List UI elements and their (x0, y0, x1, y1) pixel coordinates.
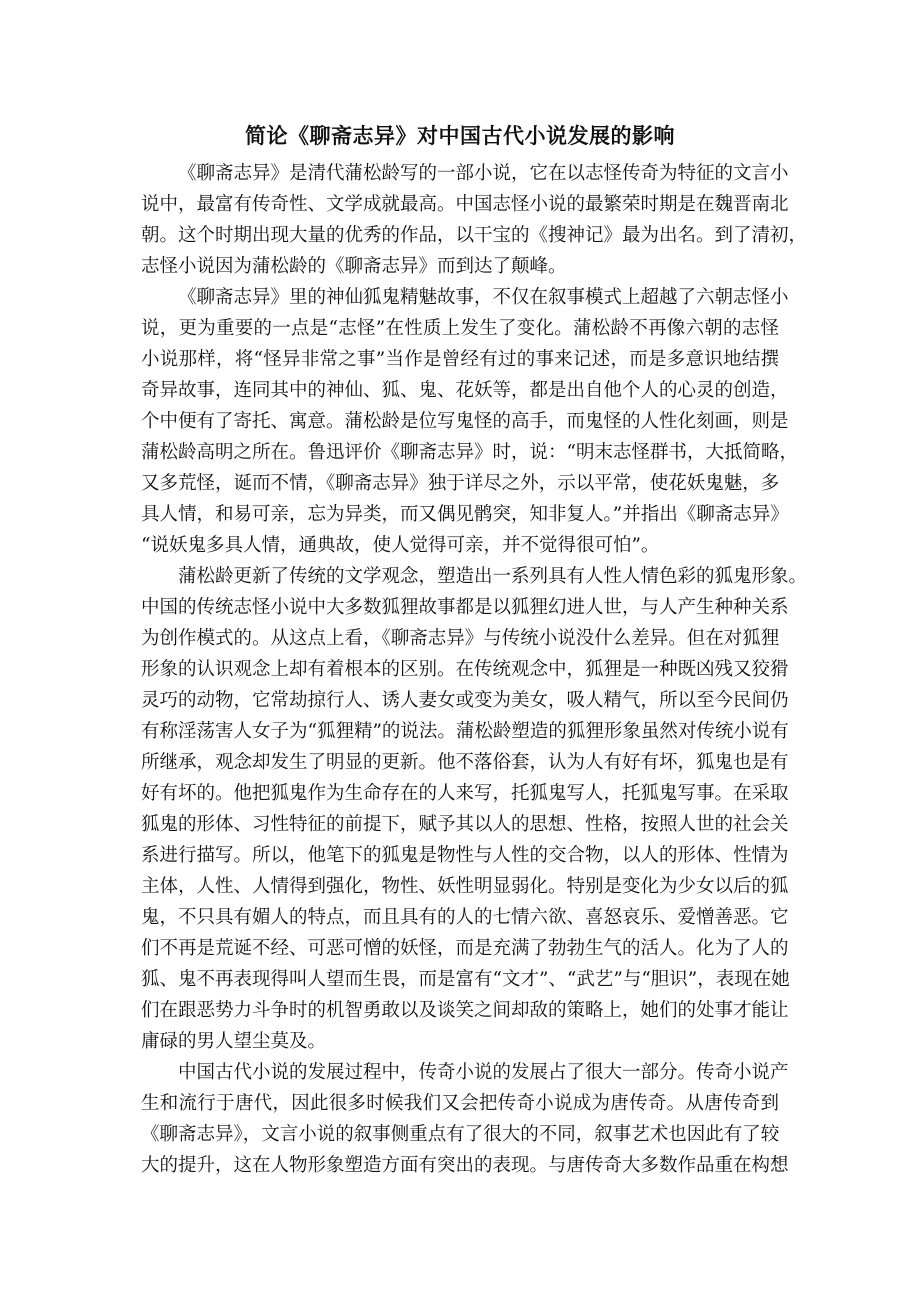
text-line: 朝。这个时期出现大量的优秀的作品，以干宝的《搜神记》最为出名。到了清初， (141, 225, 808, 246)
text-line: 为创作模式的。从这点上看，《聊斋志异》与传统小说没什么差异。但在对狐狸 (141, 628, 780, 649)
text-line: 《聊斋志异》是清代蒲松龄写的一部小说，它在以志怪传奇为特征的文言小 (178, 163, 789, 184)
text-line: 形象的认识观念上却有着根本的区别。在传统观念中，狐狸是一种既凶残又狡猾 (141, 659, 789, 680)
text-line: 狐鬼的形体、习性特征的前提下，赋予其以人的思想、性格，按照人世的社会关 (141, 814, 789, 835)
text-line: 大的提升，这在人物形象塑造方面有突出的表现。与唐传奇大多数作品重在构想 (141, 1155, 789, 1176)
text-line: 志怪小说因为蒲松龄的《聊斋志异》而到达了颠峰。 (141, 256, 567, 277)
text-line: 鬼，不只具有媚人的特点，而且具有的人的七情六欲、喜怒哀乐、爱憎善恶。它 (141, 907, 789, 928)
text-line: 生和流行于唐代，因此很多时候我们又会把传奇小说成为唐传奇。从唐传奇到 (141, 1093, 779, 1114)
text-line: 们在跟恶势力斗争时的机智勇敢以及谈笑之间却敌的策略上，她们的处事才能让 (141, 1000, 789, 1021)
text-line: 《聊斋志异》里的神仙狐鬼精魅故事，不仅在叙事模式上超越了六朝志怪小 (178, 287, 789, 308)
text-line: “说妖鬼多具人情，通典故，使人觉得可亲，并不觉得很可怕”。 (141, 535, 660, 556)
text-line: 狐、鬼不再表现得叫人望而生畏，而是富有“文才”、“武艺”与“胆识”，表现在她 (141, 969, 790, 990)
text-line: 所继承，观念却发生了明显的更新。他不落俗套，认为人有好有坏，狐鬼也是有 (141, 752, 789, 773)
document-page (141, 118, 808, 1181)
text-line: 中国的传统志怪小说中大多数狐狸故事都是以狐狸幻进人世，与人产生种种关系 (141, 597, 789, 618)
text-line: 有称淫荡害人女子为“狐狸精”的说法。蒲松龄塑造的狐狸形象虽然对传统小说有 (141, 721, 789, 742)
text-line: 中国古代小说的发展过程中，传奇小说的发展占了很大一部分。传奇小说产 (178, 1062, 789, 1083)
text-line: 具人情，和易可亲，忘为异类，而又偶见鹘突，知非复人。”并指出《聊斋志异》 (141, 504, 789, 525)
text-line: 小说那样，将“怪异非常之事”当作是曾经有过的事来记述，而是多意识地结撰 (141, 349, 779, 370)
paragraph-1 (141, 158, 808, 282)
text-line: 蒲松龄更新了传统的文学观念，塑造出一系列具有人性人情色彩的狐鬼形象。 (178, 566, 808, 587)
text-line: 系进行描写。所以，他笔下的狐鬼是物性与人性的交合物，以人的形体、性情为 (141, 845, 789, 866)
text-line: 个中便有了寄托、寓意。蒲松龄是位写鬼怪的高手，而鬼怪的人性化刻画，则是 (141, 411, 789, 432)
text-line: 蒲松龄高明之所在。鲁迅评价《聊斋志异》时，说：“明末志怪群书，大抵简略， (141, 442, 798, 463)
paragraph-4 (141, 1057, 789, 1181)
text-line: 庸碌的男人望尘莫及。 (141, 1031, 327, 1052)
text-line: 《聊斋志异》，文言小说的叙事侧重点有了很大的不同，叙事艺术也因此有了较 (141, 1124, 780, 1145)
text-line: 奇异故事，连同其中的神仙、狐、鬼、花妖等，都是出自他个人的心灵的创造， (141, 380, 789, 401)
text-line: 说中，最富有传奇性、文学成就最高。中国志怪小说的最繁荣时期是在魏晋南北 (141, 194, 789, 215)
text-line: 们不再是荒诞不经、可恶可憎的妖怪，而是充满了勃勃生气的活人。化为了人的 (141, 938, 789, 959)
text-line: 又多荒怪，诞而不情，《聊斋志异》独于详尽之外，示以平常，使花妖鬼魅，多 (141, 473, 780, 494)
document-title: 简论《聊斋志异》对中国古代小说发展的影响 (245, 124, 675, 148)
text-line: 好有坏的。他把狐鬼作为生命存在的人来写，托狐鬼写人，托狐鬼写事。在采取 (141, 783, 789, 804)
text-line: 灵巧的动物，它常劫掠行人、诱人妻女或变为美女，吸人精气，所以至今民间仍 (141, 690, 789, 711)
paragraph-2 (141, 282, 798, 561)
text-line: 说，更为重要的一点是“志怪”在性质上发生了变化。蒲松龄不再像六朝的志怪 (141, 318, 779, 339)
paragraph-3 (141, 561, 808, 1057)
text-line: 主体，人性、人情得到强化，物性、妖性明显弱化。特别是变化为少女以后的狐 (141, 876, 789, 897)
